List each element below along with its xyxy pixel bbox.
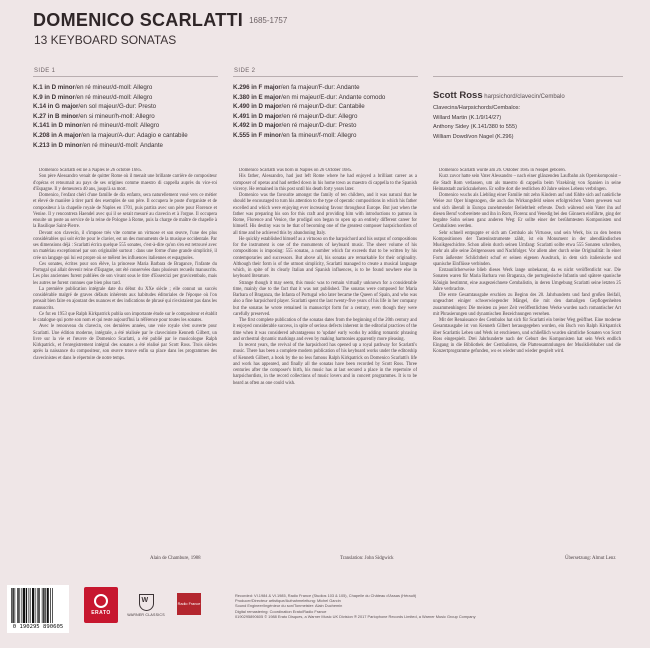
erato-mark-icon: [94, 594, 108, 608]
credit-line: Sound Engineer/Ingénieur du son/Tonmeister: Alain Duchemin: [235, 603, 343, 609]
header: [33, 10, 287, 31]
track-row: K.27 in B minor/en si mineur/h-moll: Allegro: [33, 112, 155, 120]
essay-paragraph: La première publication intégrale date du début du XXe siècle ; elle connut un succès considérable malgré de graves défauts inhérents aux habitudes éditoriales de l'époque où l'on pensait bien faire en ajoutant des nuances et des indications de phrasé qui n'existaient pas dans les manuscrits.: [33, 286, 217, 311]
side1-label: SIDE 1: [34, 68, 56, 74]
essay-paragraph: He quickly established himself as a virtuoso on the harpsichord and his output of compositions for the instrument is one of the monuments of keyboard music. The sheer volume of his compositions is imposing: 555 sonatas, a number which far exceeds that to be written by his contemporaries and successors. But above all, his sonatas are remarkable for their originality. Although their form is of the utmost simplicity, Scarlatti managed to create a musical language which, in spite of its clearly Italian and Spanish influences, is to be found nowhere else in keyboard literature.: [233, 236, 417, 280]
track-row: K.555 in F minor/en fa mineur/f-moll: Allegro: [233, 131, 357, 139]
signature-english: Translation: John Sidgwick: [340, 556, 394, 561]
credit-line: Recorded: VI.1984 & VI.1985, Radio France (Studios 103 & 105), Chapelle du Château d'Assas (Hérault): [235, 593, 417, 598]
side2-tracklist: [233, 83, 385, 141]
album-subtitle: 13 KEYBOARD SONATAS: [34, 33, 177, 47]
warner-logo-text: WARNER CLASSICS: [127, 612, 165, 617]
radio-france-logo-text: Radio France: [177, 602, 201, 606]
track-row: K.141 in D minor/en ré mineur/d-moll: Allegro: [33, 122, 160, 130]
track-row: K.14 in G major/en sol majeur/G-dur: Presto: [33, 103, 157, 111]
essay-paragraph: Sehr schnell entpuppte er sich am Cembalo als Virtuose, und sein Werk, bis zu den besten Kompositionen der Tasteninstrumente zählt, ist ein Monument in der abendländischen Musikgeschichte. Schon allein durch seinen Umfang: Scarlatti sollte etwa 555 Sonaten schreiben, mehr als alle seine Zeitgenossen und Nachfolger. Vor allem aber durch seine Originalität: In einer Form äußerster Schlichtheit schuf er seinen eigenen Ausdruck, in dem sich italienische und spanische Einflüsse verbinden.: [433, 230, 621, 267]
instrument-line: William Dowd/von Nagel (K.296): [433, 133, 514, 140]
track-row: K.213 in D minor/en ré mineur/d-moll: Andante: [33, 141, 163, 149]
essay-paragraph: Erstaunlicherweise blieb dieses Werk lange unbekannt, da es nicht veröffentlicht war. Die Sonaten waren für Maria Barbara von Braganza, die portugiesische Infantin und spätere spanische Königin bestimmt, eine ausgezeichnete Cembalistin, in deren Umgebung Scarlatti seine letzten 25 Jahre verbrachte.: [433, 268, 621, 292]
essay-paragraph: Kurz zuvor hatte sein Vater Alessandro – nach einer glänzenden Laufbahn als Opernkomponist – die Stadt Rom verlassen, um als maestro di cappella beim Vizekönig von Spanien in seine Heimatstadt zurückzukehren. Er sollte dort die restlichen 40 Jahre seines Lebens verbringen.: [433, 174, 621, 192]
side1-tracklist: [33, 83, 188, 150]
artist-name: Scott Ross: [433, 90, 483, 101]
side2-label: SIDE 2: [234, 68, 256, 74]
essay-paragraph: Devant son clavecin, il s'impose très vite comme un virtuose et son œuvre, l'une des plus considérables qui soit écrite pour le clavier, est un des monuments de la musique occidentale. Par ses dimensions déjà : Scarlatti écrira quelque 555 sonates, c'est-à-dire qu'on s'en est retrouvé avec un matériau exceptionnel par son originalité surtout : dans une forme d'une grande simplicité, il crée un langage qui lui est propre où se mêlent les influences italiennes et espagnoles.: [33, 230, 217, 261]
essay-paragraph: Domenico Scarlatti est né à Naples le 26 octobre 1685.: [39, 168, 143, 173]
radio-france-logo: [177, 593, 201, 615]
divider-side2: [233, 76, 418, 77]
instrument-line: Anthony Sidey (K.141/380 to 555): [433, 124, 517, 131]
track-row: K.296 in F major/en fa majeur/F-dur: Andante: [233, 84, 360, 91]
production-credits: [235, 593, 476, 619]
essay-paragraph: Avec le renouveau du clavecin, ces dernières années, une voie royale s'est ouverte pour Scarlatti. Une édition moderne, intégrale, a été réalisée par le claveciniste Kenneth Gilbert, un livre sur la vie et l'œuvre de Domenico Scarlatti, a été publié par le musicologue Ralph Kirkpatrick, et l'enregistrement intégral des sonates a été réalisé par Scott Ross. Trois siècles après la naissance du compositeur, son œuvre trouve enfin sa place dans les programmes des clavecinistes et dans le répertoire de notre temps.: [33, 324, 217, 361]
erato-logo: [84, 587, 118, 623]
signature-german: Übersetzung: Almut Lenz: [565, 556, 616, 561]
composer-name: DOMENICO SCARLATTI: [33, 10, 244, 30]
credit-line: Producer/Directeur artistique/Aufnahmeleitung: Michel Garcin: [235, 598, 341, 604]
track-row: K.9 in D minor/en ré mineur/d-moll: Allegro: [33, 93, 153, 101]
divider-side1: [33, 76, 218, 77]
warner-classics-logo: [127, 588, 165, 622]
artist-credit: [433, 85, 565, 103]
artist-role: harpsichord/clavecin/Cembalo: [482, 94, 565, 100]
track-row: K.490 in D major/en ré majeur/D-dur: Cantabile: [233, 103, 365, 111]
essay-paragraph: The first complete publication of the sonatas dates from the beginning of the 20th century and it enjoyed considerable success, in spite of serious defects inherent in the editorial practices of the time when it was considered advantageous to 'update' early works by adding romantic phrasing and orchestral dynamic markings and even by making harmonies apparently more pleasing.: [233, 318, 417, 342]
essay-paragraph: Domenico was the favourite amongst the family of ten children, and it was natural that he should be encouraged to turn his attention to the type of operatic compositions in which his father excelled and which were enjoying ever increasing favour throughout Europe. But just when the father was preparing his son for this craft and providing him with introductions to patrons in Rome, Florence and Venice, the prodigal son began to open up an entirely different career for himself. His destiny was to be that of becoming one of the greatest composer harpsichordists of all time and he achieved this by abandoning Italy.: [233, 193, 417, 236]
barcode: [7, 585, 69, 633]
essay-paragraph: Domenico Scarlatti wurde am 26. Oktober 1685 in Neapel geboren.: [439, 168, 566, 173]
essay-paragraph: In recent years, the revival of the harpsichord has opened up a royal pathway for Scarlatti's music. There has been a complete modern publication of his keyboard works under the editorship of Kenneth Gilbert, a book by the no less famous Ralph Kirkpatrick on Domenico Scarlatti's life and work has appeared, and finally all the sonatas have been recorded by Scott Ross. Three centuries after the composer's birth, his music has at last secured a place in the repertoire of harpsichordists, in the record collections of music lovers and in concert programmes. It is to be heard as often as one could wish.: [233, 343, 417, 386]
signature-french: Alain de Chambure, 1988: [150, 556, 201, 561]
composer-dates: 1685-1757: [249, 16, 288, 25]
track-row: K.492 in D major/en ré majeur/D-dur: Presto: [233, 122, 357, 130]
essay-paragraph: Ces sonates, écrites pour son élève, la princesse Maria Barbara de Bragance, l'infante du Portugal qui allait devenir reine d'Espagne, ont été conservées dans plusieurs recueils manuscrits. Les plus anciennes furent publiées de son vivant sous le titre d'Essercizi per gravicembalo, mais les autres ne furent connues que bien plus tard.: [33, 261, 217, 286]
divider-artist: [433, 76, 623, 77]
essay-french: [33, 168, 217, 551]
erato-logo-text: ERATO: [91, 610, 111, 616]
credit-line: 0190295890605 © 1988 Erato Disques, a Warner Music UK Division ℗ 2017 Parlophone Records Limited, a Warner Music Group Company: [235, 613, 476, 619]
instrument-list: [433, 104, 520, 142]
credit-line: Digital remastering: Coordination Erato/Radio France: [235, 608, 327, 614]
essay-english: [233, 168, 417, 551]
track-row: K.491 in D major/en ré majeur/D-dur: Allegro: [233, 112, 358, 120]
barcode-digits: 0 190295 890605: [12, 624, 64, 630]
essay-paragraph: Domenico, l'enfant chéri d'une famille de dix enfants, sera naturellement voué vers ce métier et élevé de manière à tirer parti des exemples de son père. Il occupera le poste d'organiste et de compositeur à la chapelle royale de Naples en 1701, puis partira avec son père pour Florence et Venise. Il y rencontrera Haendel avec qui il se serait mesuré au clavecin et à l'orgue. Il occupera ensuite un poste au service de la reine de Pologne à Rome, puis la charge de maître de chapelle à la Basilique Saint-Pierre.: [33, 193, 217, 230]
essay-german: [433, 168, 621, 551]
essay-paragraph: Son père Alessandro venait de quitter Rome où il menait une brillante carrière de compositeur d'opéras et retournait au pays de ses origines comme maestro di cappella auprès du vice-roi d'Espagne. Il y demeurera 40 ans, jusqu'à sa mort.: [33, 174, 217, 192]
track-row: K.380 in E major/en mi majeur/E-dur: Andante comodo: [233, 93, 386, 101]
essay-paragraph: Mit der Renaissance des Cembalos hat sich für Scarlatti ein breiter Weg geöffnet. Eine moderne Gesamtausgabe ist von Kenneth Gilbert herausgegeben worden, ein Buch von Ralph Kirkpatrick über Scarlattis Leben und Werk ist erschienen, und schließlich wurden sämtliche Sonaten von Scott Ross eingespielt. Drei Jahrhunderte nach der Geburt des Komponisten hat sein Werk endlich Eingang in die Bibliothek der Cembalisten, die Plattensammlungen der Musikliebhaber und die Konzertprogramme gefunden, wo es wieder und wieder gespielt wird.: [433, 318, 621, 355]
warner-shield-icon: W: [139, 594, 154, 611]
essay-paragraph: Domenico Scarlatti was born in Naples on 26 October 1685.: [239, 168, 353, 173]
essay-paragraph: Strange though it may seem, this music was to remain virtually unknown for a considerable time, mainly due to the fact that it was not published. The sonatas were composed for Maria Barbara of Braganza, the Infanta of Portugal who later became the Queen of Spain, and who was also a fine harpsichord player. Scarlatti spent the last twenty-five years of his life in her company but the sonatas he wrote remained in manuscript form for a century, even though they were carefully preserved.: [233, 280, 417, 317]
track-row: K.208 in A major/en la majeur/A-dur: Adagio e cantabile: [33, 131, 188, 139]
essay-paragraph: Die erste Gesamtausgabe erschien zu Beginn des 20. Jahrhunderts und fand großen Beifall, ungeachtet einiger schwerwiegender Mängel, die mit den damaligen Gepflogenheiten zusammenhingen: Die meisten zu jener Zeit veröffentlichten Werke wurden nach romantischer Art mit Phrasierungen und dynamischen Bezeichnungen versehen.: [433, 293, 621, 317]
track-row: K.1 in D minor/en ré mineur/d-moll: Allegro: [33, 84, 153, 91]
instrument-line: Willard Martin (K.1/9/14/27): [433, 114, 502, 121]
essay-paragraph: His father, Alessandro, had just left Rome where he had enjoyed a brilliant career as a composer of operas and had settled down in his home town as maestro di cappella to the Spanish viceroy. He remained in this post until his death forty years later.: [233, 174, 417, 192]
essay-paragraph: Domenico wuchs als Liebling einer Familie mit zehn Kindern auf und fühlte sich auf natürliche Weise zur Oper hingezogen, die auch das Wirkungsfeld seines erfolgreichen Vaters gewesen war und sich überall in Europa zunehmender Beliebtheit erfreute. Doch während sein Vater ihn auf diesen Beruf vorbereitete und ihn in Rom, Florenz und Venedig bei den Gönnern einführte, ging der begabte Sohn seinen ganz anderen Weg: Er sollte einer der berühmtesten Komponisten und Cembalisten werden.: [433, 193, 621, 230]
instrument-line: Clavecins/Harpsichords/Cembalos:: [433, 105, 521, 111]
essay-paragraph: Ce fut en 1953 que Ralph Kirkpatrick publia son importante étude sur le compositeur et établit le catalogue qui porte son nom et qui reste aujourd'hui la référence pour toutes les sonates.: [33, 311, 217, 323]
